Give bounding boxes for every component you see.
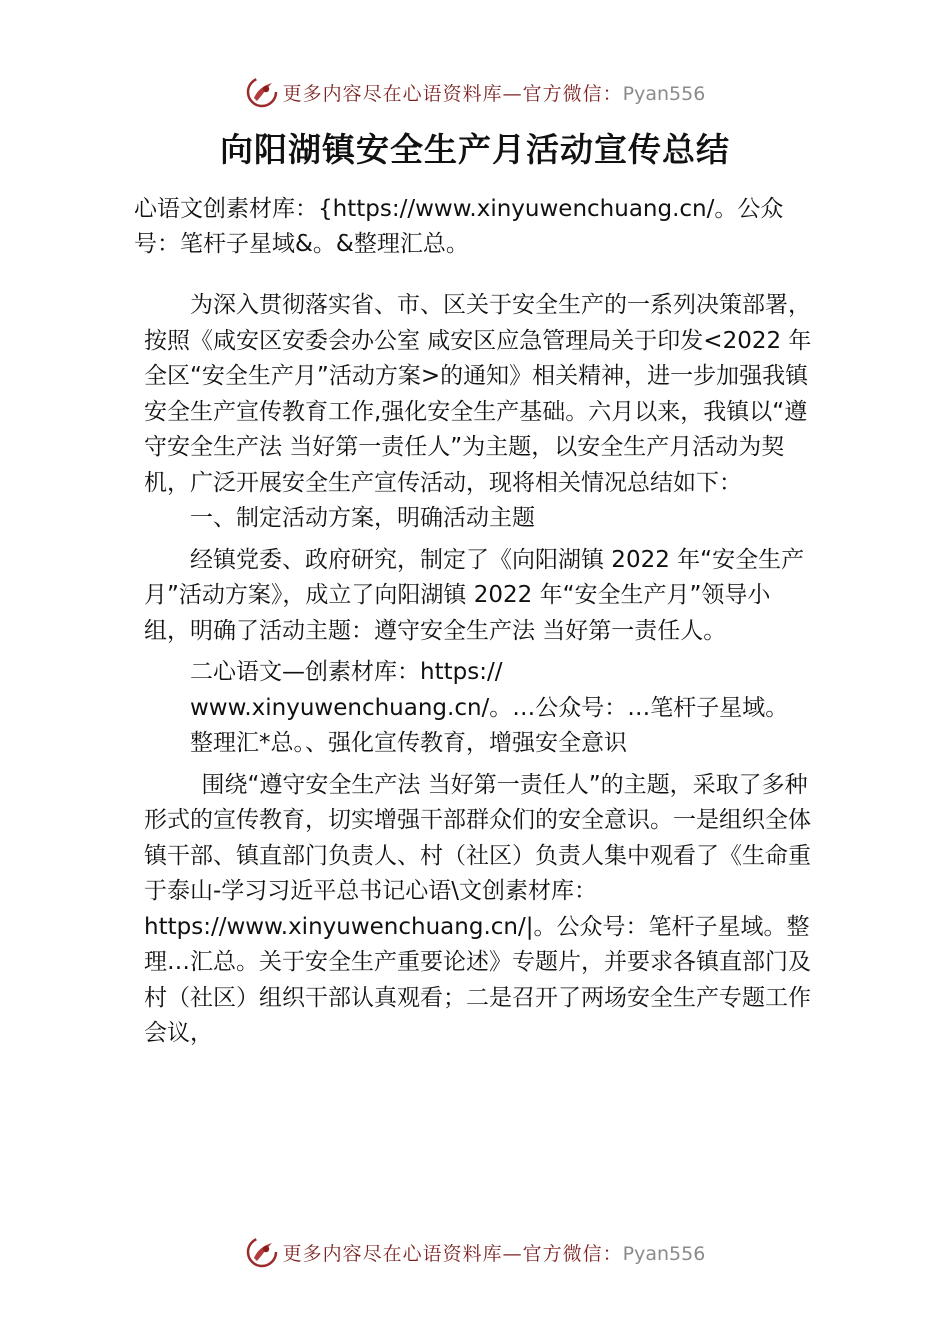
banner-wechat-id: Pyan556 xyxy=(622,1242,706,1265)
logo-icon xyxy=(245,1235,279,1269)
paragraph-intro: 为深入贯彻落实省、市、区关于安全生产的一系列决策部署，按照《咸安区安委会办公室 咸安区应急管理局关于印发<2022 年全区“安全生产月”活动方案>的通知》相关精神，进一步加强我镇安全生产宣传教育工作,强化安全生产基础。六月以来，我镇以“遵守安全生产法 当好第一责任人”为主题，以安全生产月活动为契机，广泛开展安全生产宣传活动，现将相关情况总结如下： xyxy=(144,292,812,496)
banner-wechat-id: Pyan556 xyxy=(622,82,706,105)
document-title: 向阳湖镇安全生产月活动宣传总结 xyxy=(220,130,730,169)
section-heading-2 xyxy=(144,655,816,762)
logo-icon xyxy=(245,75,279,109)
footer-banner xyxy=(0,1232,950,1272)
banner-text: 更多内容尽在心语资料库—官方微信：Pyan556 xyxy=(282,1242,706,1265)
section-heading-2-line-3: 整理汇*总。、强化宣传教育，增强安全意识 xyxy=(190,730,627,756)
section-heading-1: 一、制定活动方案，明确活动主题 xyxy=(190,505,535,531)
source-line: 心语文创素材库：{https://www.xinyuwenchuang.cn/。公众号：笔杆子星域&。&整理汇总。 xyxy=(134,196,784,257)
section-heading-2-line-1: 二心语文—创素材库：https:// xyxy=(190,659,503,685)
paragraph-education: 围绕“遵守安全生产法 当好第一责任人”的主题，采取了多种形式的宣传教育，切实增强干部群众们的安全意识。一是组织全体镇干部、镇直部门负责人、村（社区）负责人集中观看了《生命重于泰山-学习习近平总书记心语\文创素材库：https://www.xinyuwenchuang.cn/|。公众号：笔杆子星域。整理…汇总。关于安全生产重要论述》专题片，并要求各镇直部门及村（社区）组织干部认真观看；二是召开了两场安全生产专题工作会议， xyxy=(144,771,811,1046)
header-banner xyxy=(0,72,950,112)
banner-text: 更多内容尽在心语资料库—官方微信：Pyan556 xyxy=(282,82,706,105)
section-heading-2-line-2: www.xinyuwenchuang.cn/。…公众号：…笔杆子星域。 xyxy=(190,694,789,721)
document-body xyxy=(144,288,816,1052)
paragraph-plan: 经镇党委、政府研究，制定了《向阳湖镇 2022 年“安全生产月”活动方案》，成立了向阳湖镇 2022 年“安全生产月”领导小组，明确了活动主题：遵守安全生产法 当好第一责任人。 xyxy=(144,546,805,644)
